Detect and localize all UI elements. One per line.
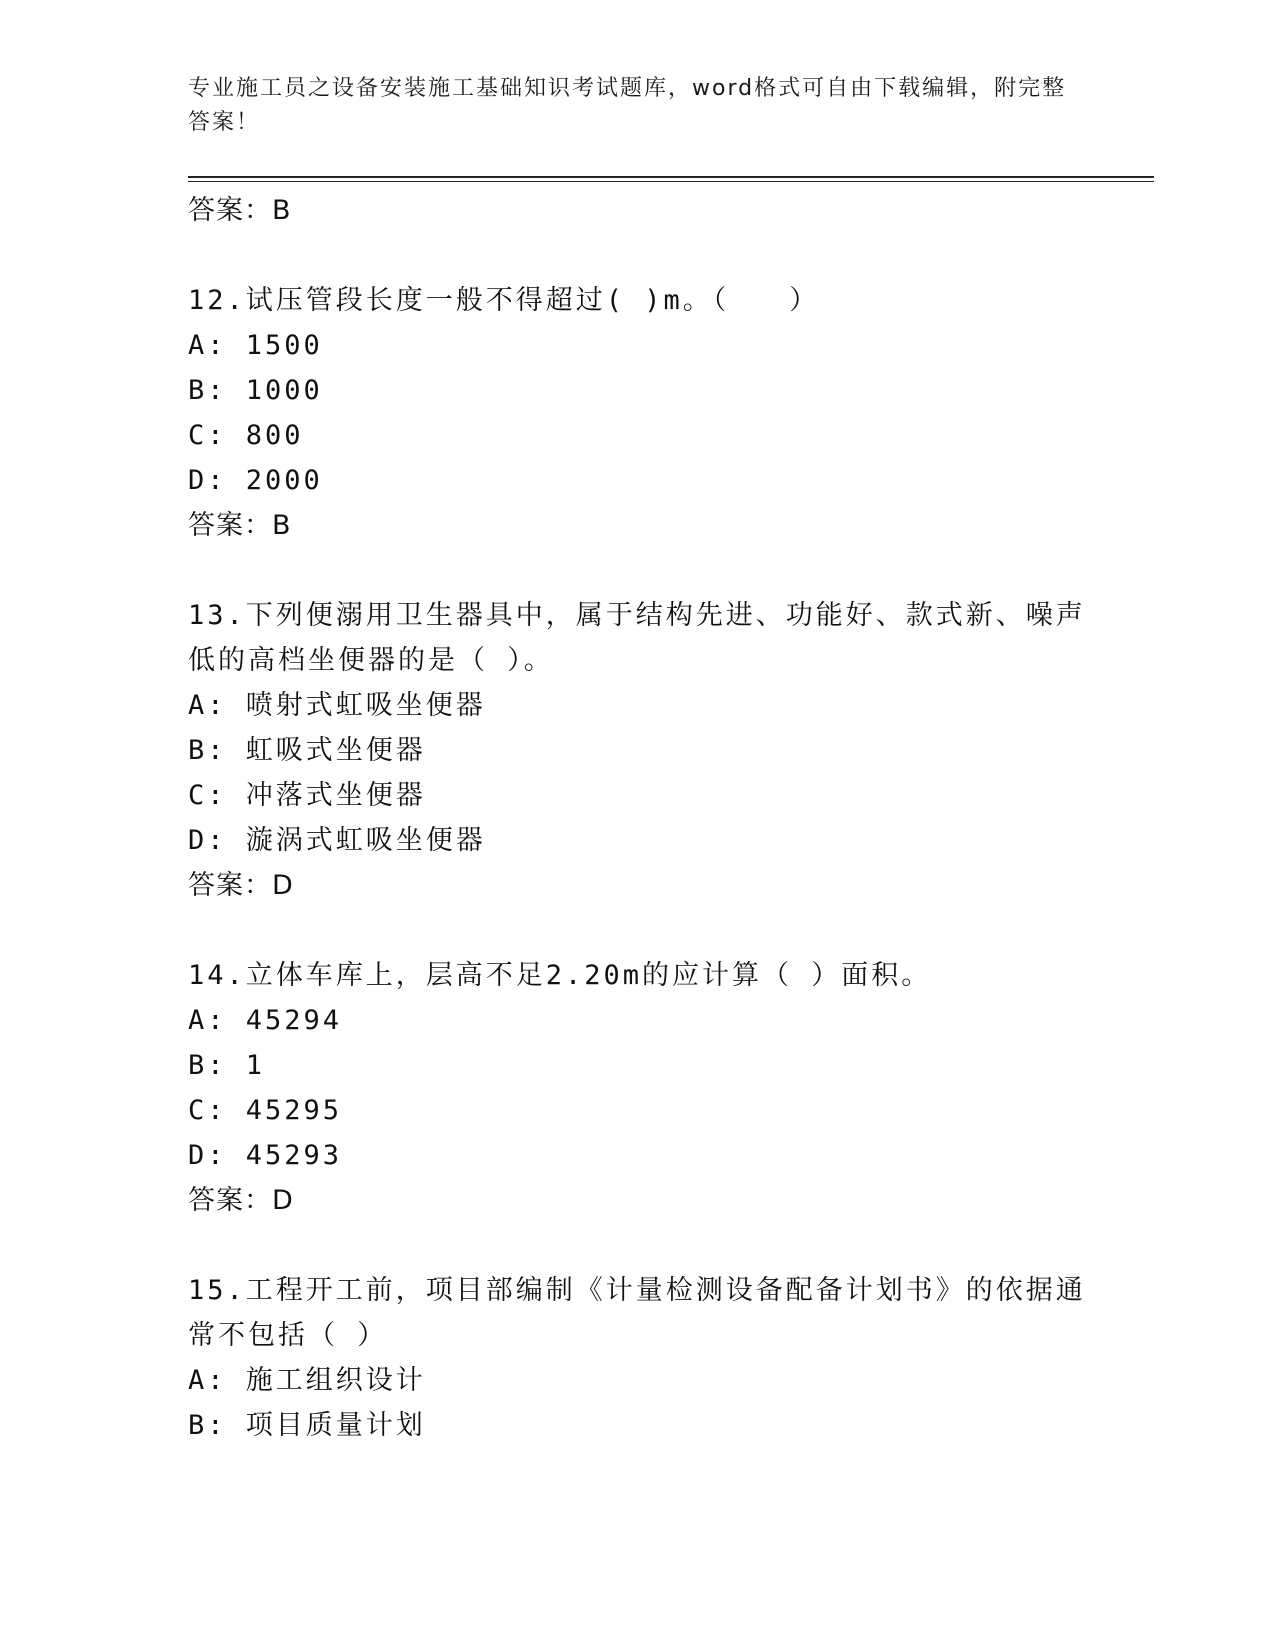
answer-line: 答案：B [188,510,292,541]
question-text: 12.试压管段长度一般不得超过( )m。（ ） [188,285,820,316]
option-a: A: 45294 [188,1005,343,1036]
option-d: D: 2000 [188,465,323,496]
option-a: A: 施工组织设计 [188,1365,426,1396]
header-divider-thick [188,176,1154,178]
header-divider-thin [188,181,1154,182]
answer-line: 答案：D [188,870,294,901]
option-c: C: 45295 [188,1095,343,1126]
option-a: A: 1500 [188,330,323,361]
question-block [188,953,1088,1224]
option-c: C: 800 [188,420,304,451]
question-text: 13.下列便溺用卫生器具中，属于结构先进、功能好、款式新、噪声低的高档坐便器的是（ ）。 [188,600,1086,676]
question-block [188,278,1088,549]
option-b: B: 1000 [188,375,323,406]
option-b: B: 1 [188,1050,266,1081]
option-b: B: 虹吸式坐便器 [188,735,426,766]
answer-line: 答案：B [188,195,292,226]
question-text: 14.立体车库上，层高不足2.20m的应计算（ ）面积。 [188,960,932,991]
answer-line: 答案：D [188,1185,294,1216]
option-a: A: 喷射式虹吸坐便器 [188,690,486,721]
question-text: 15.工程开工前，项目部编制《计量检测设备配备计划书》的依据通常不包括（ ） [188,1275,1086,1351]
question-list [188,188,1088,1448]
option-d: D: 45293 [188,1140,343,1171]
document-header: 专业施工员之设备安装施工基础知识考试题库，word格式可自由下载编辑，附完整答案！ [188,76,1067,135]
option-b: B: 项目质量计划 [188,1410,426,1441]
option-c: C: 冲落式坐便器 [188,780,426,811]
option-d: D: 漩涡式虹吸坐便器 [188,825,486,856]
question-block [188,1268,1088,1448]
question-block [188,593,1088,909]
